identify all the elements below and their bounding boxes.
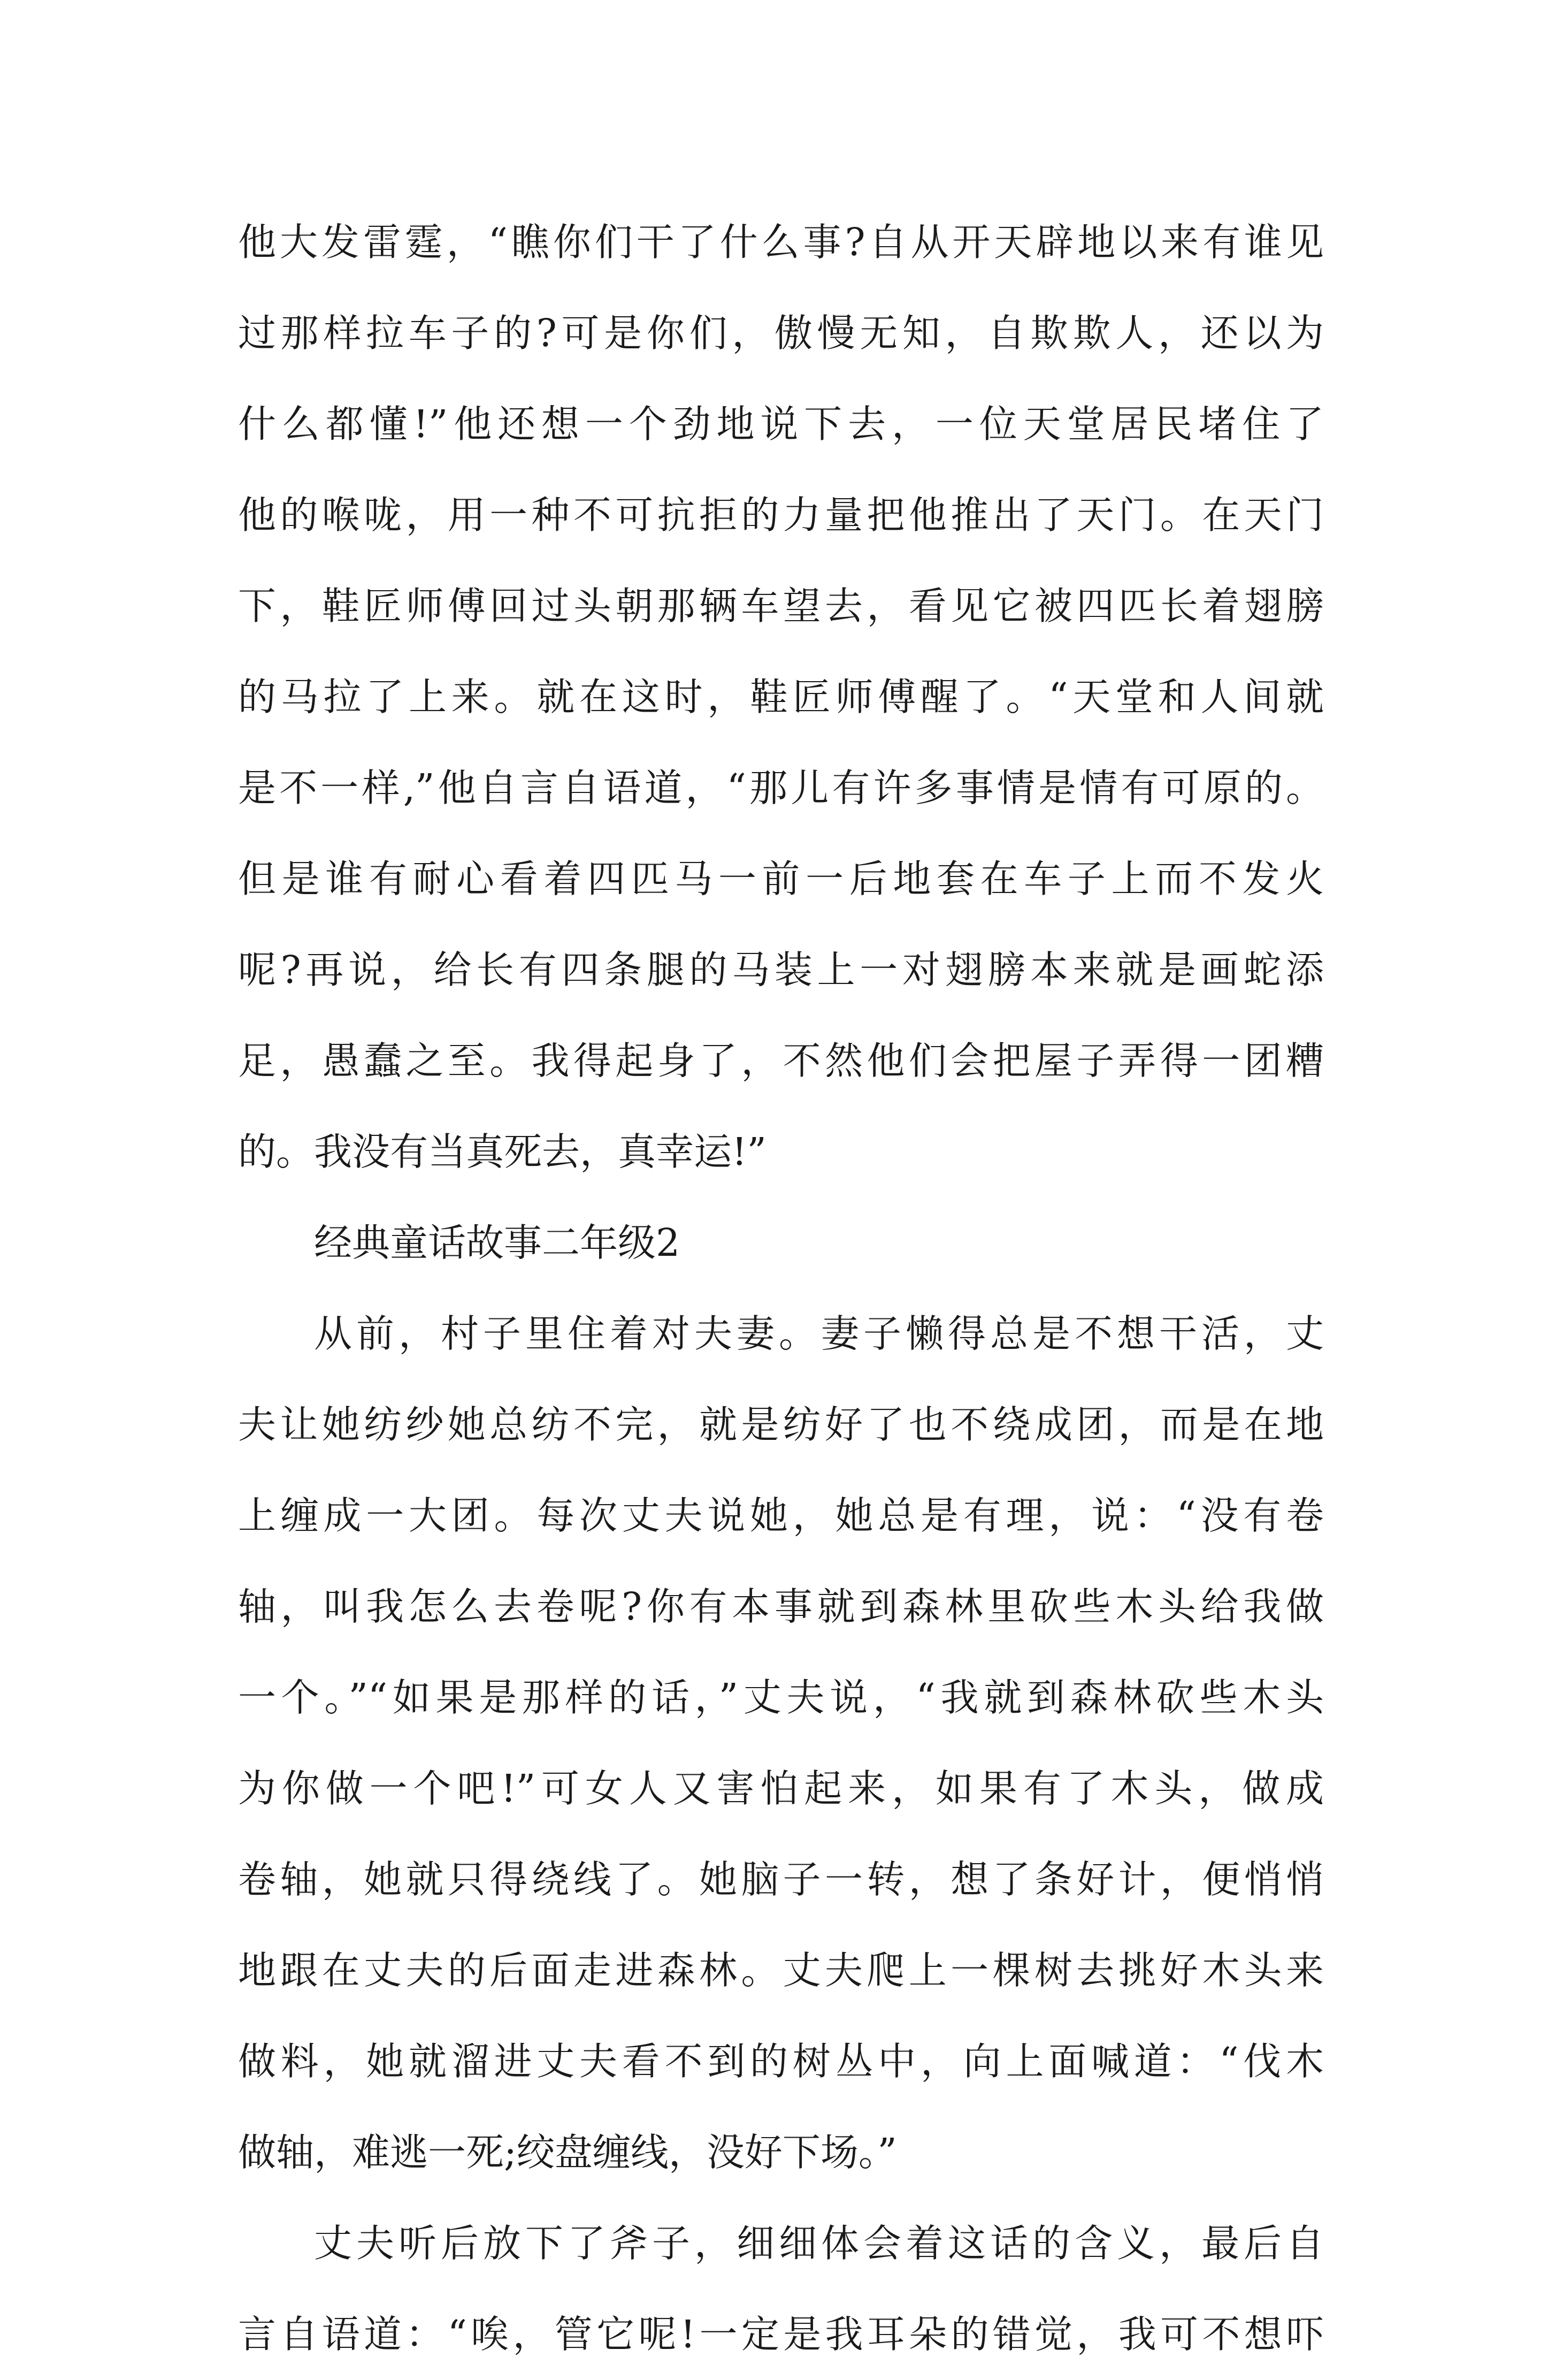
text-line: 的。我没有当真死去，真幸运!” bbox=[238, 1130, 767, 1174]
text-line: 他的喉咙，用一种不可抗拒的力量把他推出了天门。在天门 bbox=[238, 493, 1324, 537]
text-line: 做轴，难逃一死;绞盘缠线，没好下场。” bbox=[238, 2130, 897, 2175]
text-line: 但是谁有耐心看着四匹马一前一后地套在车子上而不发火 bbox=[238, 857, 1324, 901]
text-line: 夫让她纺纱她总纺不完，就是纺好了也不绕成团，而是在地 bbox=[238, 1402, 1324, 1447]
text-line: 为你做一个吧!”可女人又害怕起来，如果有了木头，做成 bbox=[238, 1766, 1324, 1811]
text-line: 地跟在丈夫的后面走进森林。丈夫爬上一棵树去挑好木头来 bbox=[238, 1948, 1324, 1993]
text-line: 卷轴，她就只得绕线了。她脑子一转，想了条好计，便悄悄 bbox=[238, 1857, 1324, 1902]
text-line: 呢?再说，给长有四条腿的马装上一对翅膀本来就是画蛇添 bbox=[238, 948, 1324, 992]
text-line: 过那样拉车子的?可是你们，傲慢无知，自欺欺人，还以为 bbox=[238, 311, 1324, 355]
text-line: 下，鞋匠师傅回过头朝那辆车望去，看见它被四匹长着翅膀 bbox=[238, 584, 1324, 628]
text-line: 上缠成一大团。每次丈夫说她，她总是有理，说：“没有卷 bbox=[238, 1493, 1324, 1538]
text-line: 从前，村子里住着对夫妻。妻子懒得总是不想干活，丈 bbox=[314, 1311, 1324, 1356]
text-line: 言自语道：“唉，管它呢!一定是我耳朵的错觉，我可不想吓 bbox=[238, 2312, 1324, 2356]
text-line: 做料，她就溜进丈夫看不到的树丛中，向上面喊道：“伐木 bbox=[238, 2039, 1324, 2084]
text-line: 的马拉了上来。就在这时，鞋匠师傅醒了。“天堂和人间就 bbox=[238, 675, 1324, 719]
text-line: 轴，叫我怎么去卷呢?你有本事就到森林里砍些木头给我做 bbox=[238, 1584, 1324, 1629]
section-heading: 经典童话故事二年级2 bbox=[314, 1220, 680, 1265]
text-line: 丈夫听后放下了斧子，细细体会着这话的含义，最后自 bbox=[314, 2221, 1324, 2265]
text-line: 足，愚蠢之至。我得起身了，不然他们会把屋子弄得一团糟 bbox=[238, 1039, 1324, 1083]
text-line: 什么都懂!”他还想一个劲地说下去，一位天堂居民堵住了 bbox=[238, 402, 1324, 446]
text-line: 是不一样,”他自言自语道，“那儿有许多事情是情有可原的。 bbox=[238, 766, 1324, 810]
text-line: 他大发雷霆，“瞧你们干了什么事?自从开天辟地以来有谁见 bbox=[238, 220, 1324, 264]
text-line: 一个。”“如果是那样的话，”丈夫说，“我就到森林砍些木头 bbox=[238, 1675, 1324, 1720]
body-text bbox=[238, 197, 1324, 2380]
